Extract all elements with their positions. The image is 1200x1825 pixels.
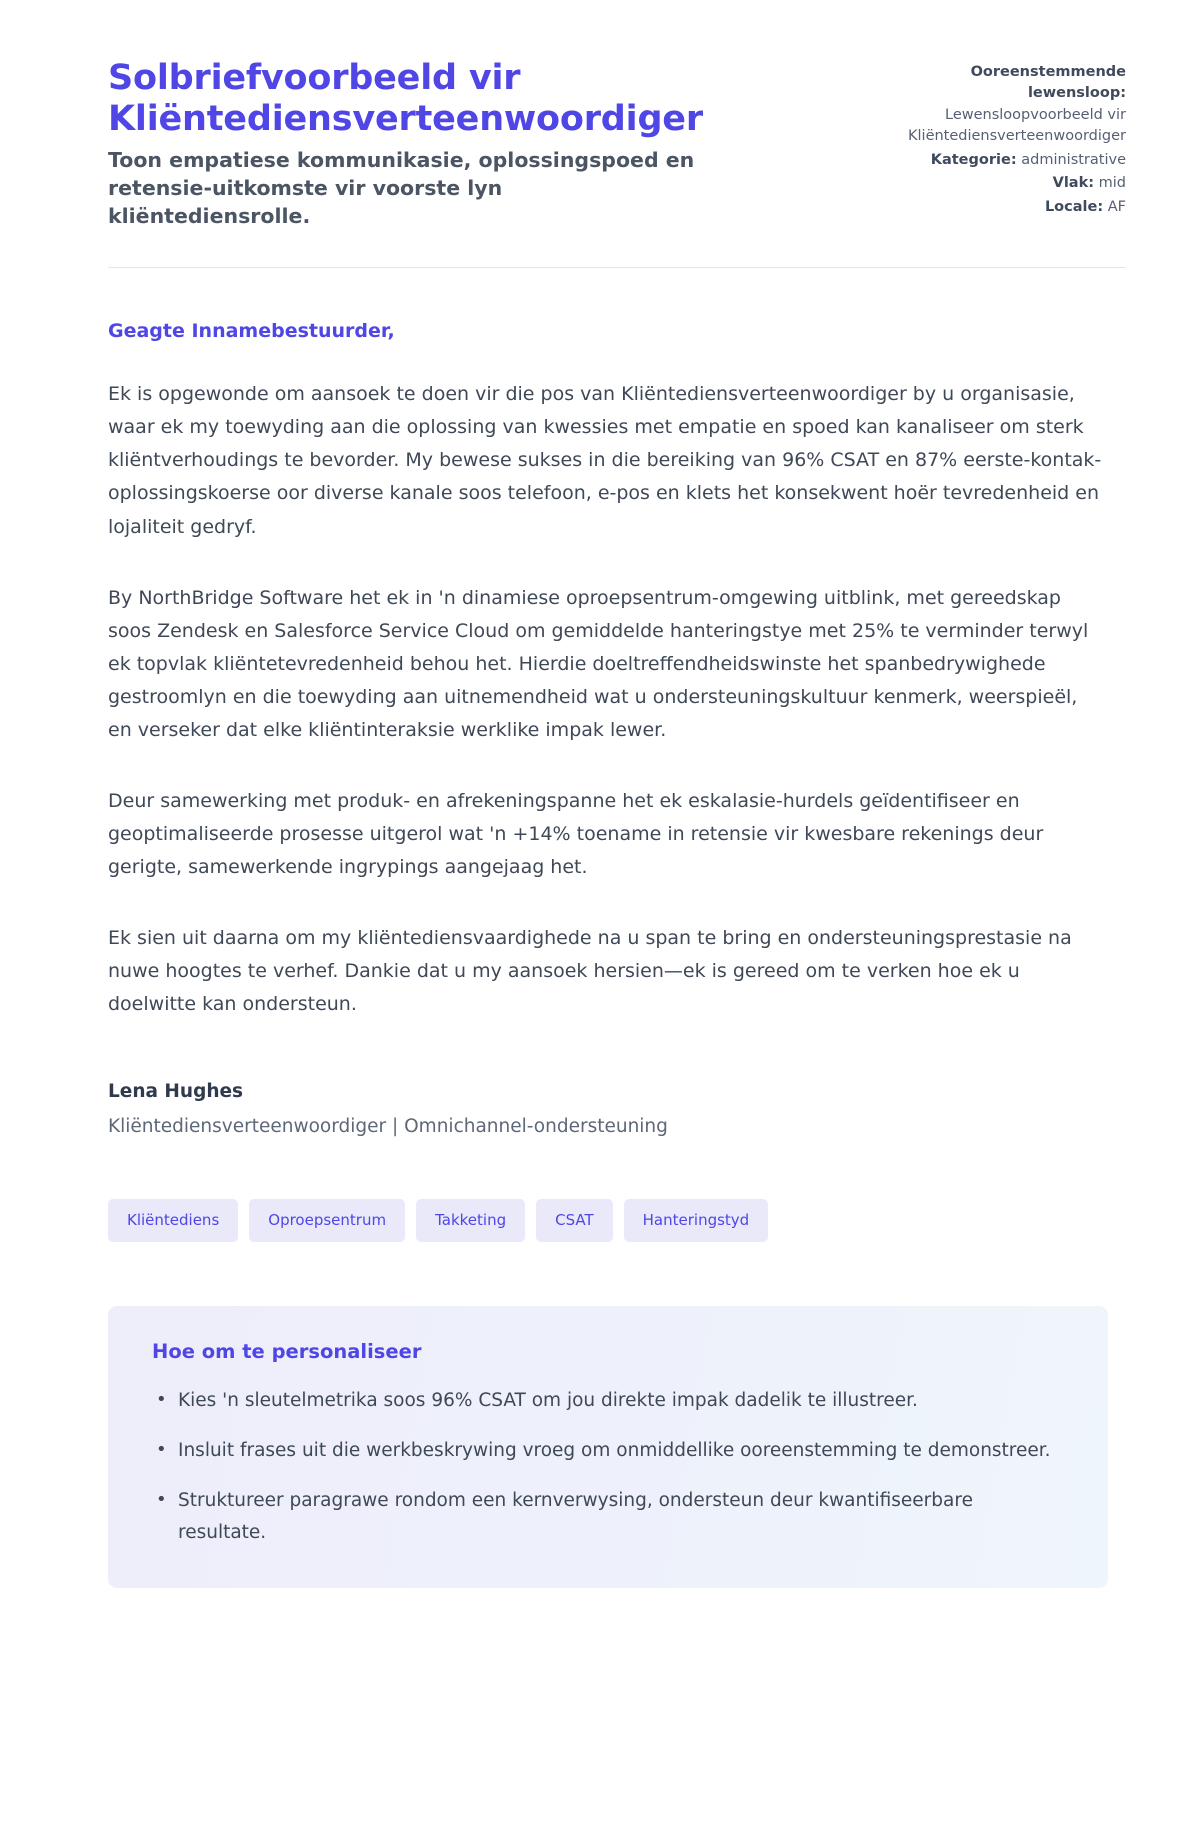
page-title: Solbriefvoorbeeld vir Kliëntediensverteenwoordiger <box>108 58 703 139</box>
letter-paragraph: Ek is opgewonde om aansoek te doen vir die pos van Kliëntediensverteenwoordiger by u organisasie, waar ek my toewyding aan die oplossing van kwessies met empatie en spoed kan kanaliseer om sterk kliëntverhoudings te bevorder. My bewese sukses in die bereiking van 96% CSAT en 87% eerste-kontak-oplossingskoerse oor diverse kanale soos telefoon, e-pos en klets het konsekwent hoër tevredenheid en lojaliteit gedryf. <box>108 383 1102 538</box>
bullet-icon: • <box>156 1438 167 1460</box>
level-label: Vlak: <box>1052 175 1095 192</box>
signature-role: Kliëntediensverteenwoordiger | Omnichannel-ondersteuning <box>108 1116 668 1138</box>
list-item-text: Insluit frases uit die werkbeskrywing vroeg om onmiddellike ooreenstemming te demonstreer. <box>178 1439 1051 1461</box>
header-title-block <box>108 52 808 231</box>
letter-paragraph: Deur samewerking met produk- en afrekeningspanne het ek eskalasie-hurdels geïdentifiseer en geoptimaliseerde prosesse uitgerol wat 'n +14% toename in retensie vir kwesbare rekenings deur gerigte, samewerkende ingrypings aangejaag het. <box>108 789 1044 878</box>
signature-block <box>108 1081 1126 1137</box>
tag-chip[interactable]: Hanteringstyd <box>624 1199 769 1242</box>
list-item <box>156 1485 1064 1549</box>
letter-paragraph: Ek sien uit daarna om my kliëntediensvaardighede na u span te bring en ondersteuningsprestasie na nuwe hoogtes te verhef. Dankie dat u my aansoek hersien—ek is gereed om te verken hoe ek u doelwitte kan ondersteun. <box>108 926 1072 1016</box>
callout-tip-list <box>152 1385 1064 1548</box>
metadata-category-row <box>868 150 1126 171</box>
category-value: administrative <box>1021 151 1126 168</box>
matching-resume-label: Ooreenstemmende lewensloop: <box>970 64 1126 102</box>
locale-label: Locale: <box>1044 198 1104 215</box>
list-item <box>156 1435 1064 1467</box>
tag-chip[interactable]: Oproepsentrum <box>249 1199 405 1242</box>
category-label: Kategorie: <box>930 151 1017 168</box>
header-divider <box>108 267 1126 268</box>
locale-value: AF <box>1107 198 1126 215</box>
tag-list <box>108 1199 1126 1242</box>
level-value: mid <box>1098 175 1126 192</box>
letter-body <box>108 318 1108 1021</box>
matching-resume-value: Lewensloopvoorbeeld vir Kliëntediensverteenwoordiger <box>908 106 1126 145</box>
page-subtitle: Toon empatiese kommunikasie, oplossingspoed en retensie-uitkomste vir voorste lyn kliëntediensrolle. <box>108 147 695 229</box>
personalization-callout <box>108 1306 1108 1588</box>
metadata-locale-row <box>868 197 1126 218</box>
salutation: Geagte Innamebestuurder, <box>108 319 395 342</box>
list-item-text: Kies 'n sleutelmetrika soos 96% CSAT om jou direkte impak dadelik te illustreer. <box>178 1390 918 1412</box>
callout-title: Hoe om te personaliseer <box>152 1340 422 1364</box>
signature-name: Lena Hughes <box>108 1081 244 1103</box>
letter-paragraph: By NorthBridge Software het ek in 'n dinamiese oproepsentrum-omgewing uitblink, met gereedskap soos Zendesk en Salesforce Service Cloud om gemiddelde hanteringstye met 25% te verminder terwyl ek topvlak kliëntetevredenheid behou het. Hierdie doeltreffendheidswinste het spanbedrywighede gestroomlyn en die toewyding aan uitnemendheid wat u ondersteuningskultuur kenmerk, weerspieël, en verseker dat elke kliëntinteraksie werklike impak lewer. <box>108 586 1089 741</box>
bullet-icon: • <box>156 1488 167 1510</box>
tag-chip[interactable]: CSAT <box>536 1199 613 1242</box>
metadata-level-row <box>868 173 1126 194</box>
tag-chip[interactable]: Takketing <box>416 1199 525 1242</box>
tag-chip[interactable]: Kliëntediens <box>108 1199 238 1242</box>
bullet-icon: • <box>156 1389 167 1411</box>
document-header <box>108 52 1126 231</box>
list-item <box>156 1385 1064 1417</box>
list-item-text: Struktureer paragrawe rondom een kernverwysing, ondersteun deur kwantifiseerbare resultate. <box>178 1489 973 1543</box>
document-metadata <box>868 52 1126 218</box>
